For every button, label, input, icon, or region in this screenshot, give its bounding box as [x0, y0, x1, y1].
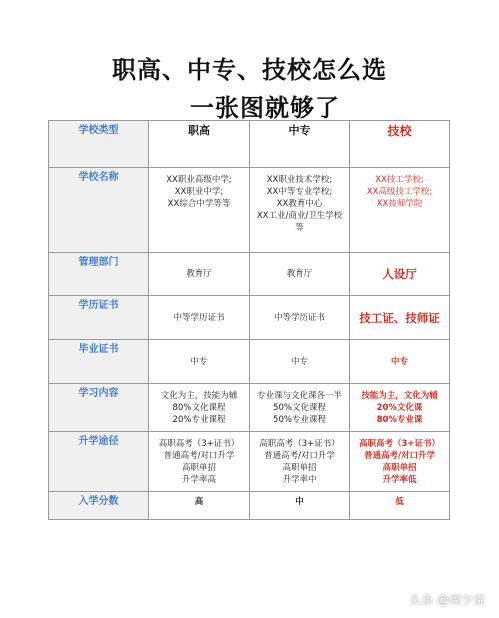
header-school-type: 学校类型	[49, 121, 149, 168]
cell-line: XX技师学院	[376, 199, 423, 209]
cell-line: 升学率低	[382, 474, 417, 485]
table-row	[49, 432, 450, 492]
cell-jixiao-graduation: 中专	[350, 340, 450, 384]
comparison-table	[48, 120, 450, 520]
cell-zhigao-management: 教育厅	[149, 253, 250, 296]
page-title: 职高、中专、技校怎么选	[112, 56, 387, 84]
header-zhongzhuan: 中专	[250, 121, 350, 168]
cell-zhongzhuan-school-name	[250, 168, 350, 253]
toutiao-logo-icon	[384, 593, 404, 607]
row-label-study-content: 学习内容	[49, 384, 149, 432]
cell-line: 高职高考（3+证书）	[358, 438, 441, 449]
row-label-school-name: 学校名称	[49, 168, 149, 253]
cell-line: 80%专业课	[376, 414, 423, 425]
cell-zhigao-graduation: 中专	[149, 340, 250, 384]
cell-line: 普通高考/对口升学	[264, 450, 335, 461]
cell-line: 普通高考/对口升学	[363, 450, 436, 461]
table-row	[49, 296, 450, 340]
cell-line: 20%专业课程	[172, 414, 226, 425]
cell-zhongzhuan-study-content	[250, 384, 350, 432]
cell-jixiao-study-content	[350, 384, 450, 432]
cell-line: 升学率高	[181, 474, 216, 485]
cell-line: XX职业高级中学;	[166, 175, 232, 185]
cell-line: XX技工学校;	[375, 175, 424, 185]
cell-jixiao-diploma: 技工证、技师证	[350, 296, 450, 340]
cell-line: 高职高考（3+证书）	[158, 438, 240, 449]
cell-zhigao-admission-score: 高	[149, 492, 250, 520]
cell-zhigao-school-name	[149, 168, 250, 253]
row-label-graduation: 毕业证书	[49, 340, 149, 384]
header-jixiao: 技校	[350, 121, 450, 168]
cell-jixiao-school-name	[350, 168, 450, 253]
cell-zhongzhuan-graduation: 中专	[250, 340, 350, 384]
cell-line: XX中等专业学校;	[266, 187, 333, 197]
cell-jixiao-management: 人设厅	[350, 253, 450, 296]
cell-zhongzhuan-admission-score: 中	[250, 492, 350, 520]
cell-line: XX职业技术学校;	[266, 175, 333, 185]
cell-line: 文化为主，技能为辅	[160, 390, 238, 401]
cell-line: XX职业中学;	[174, 187, 224, 197]
table-header-row	[49, 121, 450, 168]
cell-line: 技能为主，文化为辅	[361, 390, 438, 401]
cell-zhongzhuan-diploma: 中等学历证书	[250, 296, 350, 340]
table-row	[49, 492, 450, 520]
row-label-diploma: 学历证书	[49, 296, 149, 340]
row-label-admission-score: 入学分数	[49, 492, 149, 520]
cell-line: 高职单招	[181, 462, 216, 473]
cell-line: 专业课与文化课各一半	[256, 390, 342, 401]
cell-line: 升学率中	[282, 474, 317, 485]
cell-line: 80%文化课程	[172, 402, 226, 413]
cell-zhigao-advancement	[149, 432, 250, 492]
cell-line: 高职单招	[382, 462, 417, 473]
cell-line: XX综合中学等等	[167, 199, 231, 209]
table-row	[49, 253, 450, 296]
watermark-text: 头条 @周少说	[409, 593, 485, 607]
watermark	[384, 591, 485, 608]
cell-line: XX工业/商业/卫生学校	[256, 211, 343, 221]
cell-line: 50%专业课程	[273, 414, 326, 425]
cell-line: 50%文化课程	[273, 402, 326, 413]
cell-line: 高职高考（3+证书）	[259, 438, 340, 449]
table-row	[49, 168, 450, 253]
cell-line: 高职单招	[282, 462, 317, 473]
cell-line: 普通高考/对口升学	[163, 450, 235, 461]
cell-zhigao-study-content	[149, 384, 250, 432]
cell-zhigao-diploma: 中等学历证书	[149, 296, 250, 340]
cell-line: 等	[295, 223, 304, 233]
cell-line: 20%文化课	[376, 402, 423, 413]
page-subtitle: 一张图就够了	[190, 94, 340, 122]
cell-jixiao-admission-score: 低	[350, 492, 450, 520]
row-label-management: 管理部门	[49, 253, 149, 296]
row-label-advancement: 升学途径	[49, 432, 149, 492]
header-zhigao: 职高	[149, 121, 250, 168]
cell-line: XX高级技工学校;	[366, 187, 433, 197]
table-row	[49, 384, 450, 432]
cell-line: XX教育中心	[276, 199, 323, 209]
cell-zhongzhuan-advancement	[250, 432, 350, 492]
table-row	[49, 340, 450, 384]
cell-zhongzhuan-management: 教育厅	[250, 253, 350, 296]
cell-jixiao-advancement	[350, 432, 450, 492]
